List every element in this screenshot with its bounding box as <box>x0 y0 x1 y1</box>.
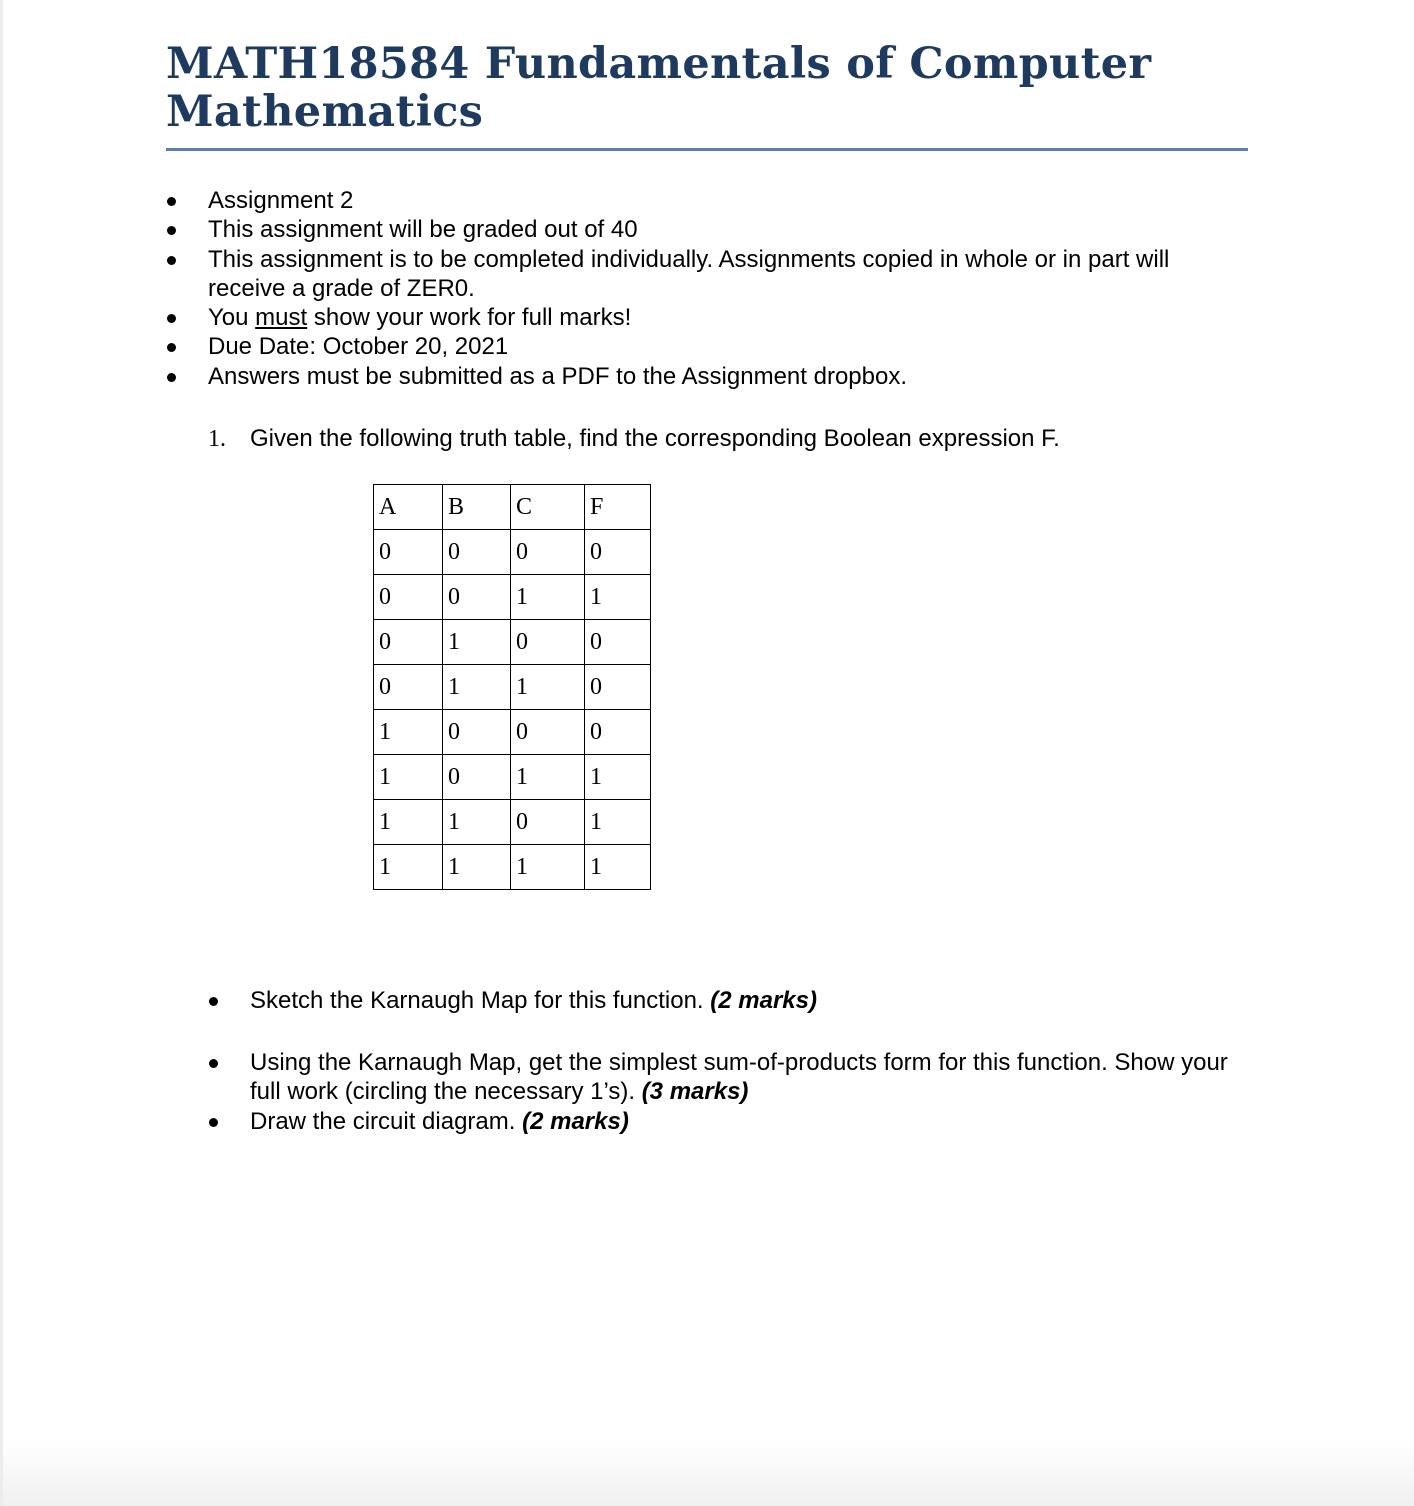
bullet <box>209 1118 218 1127</box>
document-page <box>166 40 1248 454</box>
table-cell: 1 <box>374 755 443 800</box>
table-cell: 1 <box>511 665 585 710</box>
table-cell: 1 <box>511 845 585 890</box>
task-item <box>208 986 1248 1015</box>
table-cell: 0 <box>443 530 511 575</box>
table-cell: 1 <box>585 575 651 620</box>
table-cell: 0 <box>511 710 585 755</box>
info-item: Answers must be submitted as a PDF to the Assignment dropbox. <box>166 362 1248 391</box>
table-cell: 0 <box>585 665 651 710</box>
table-cell: 0 <box>443 575 511 620</box>
assignment-info-list <box>166 186 1248 391</box>
truth-table-header-row <box>374 485 651 530</box>
table-cell: 0 <box>511 800 585 845</box>
info-item: This assignment is to be completed individually. Assignments copied in whole or in part will receive a grade of ZER0. <box>166 245 1248 304</box>
task-marks: (2 marks) <box>522 1108 629 1135</box>
table-cell: 1 <box>443 800 511 845</box>
table-cell: 0 <box>511 620 585 665</box>
task-text: Using the Karnaugh Map, get the simplest sum-of-products form for this function. Show your full work (circling the necessary 1’s). <box>250 1049 1228 1106</box>
task-item <box>208 1107 1248 1136</box>
table-cell: 1 <box>374 845 443 890</box>
table-row <box>374 530 651 575</box>
question-1 <box>166 424 1248 454</box>
task-text: Draw the circuit diagram. <box>250 1108 523 1135</box>
table-cell: 1 <box>374 800 443 845</box>
table-cell: 0 <box>585 710 651 755</box>
table-cell: 0 <box>374 665 443 710</box>
truth-table <box>373 484 651 890</box>
underlined-word: must <box>255 304 308 332</box>
task-marks: (2 marks) <box>710 987 817 1014</box>
info-item: Due Date: October 20, 2021 <box>166 332 1248 361</box>
table-cell: 1 <box>443 845 511 890</box>
table-row <box>374 845 651 890</box>
table-cell: 0 <box>585 530 651 575</box>
table-cell: 1 <box>585 800 651 845</box>
question-number: 1. <box>208 426 226 453</box>
bullet <box>209 997 218 1006</box>
table-cell: 1 <box>443 665 511 710</box>
info-item <box>166 303 1248 332</box>
table-row <box>374 800 651 845</box>
info-text: show your work for full marks! <box>307 304 632 332</box>
table-cell: 0 <box>374 530 443 575</box>
table-cell: 1 <box>374 710 443 755</box>
info-text: You <box>208 304 256 332</box>
table-row <box>374 575 651 620</box>
table-cell: 0 <box>585 620 651 665</box>
info-item: Assignment 2 <box>166 186 1248 215</box>
table-cell: 0 <box>374 575 443 620</box>
table-row <box>374 665 651 710</box>
table-cell: 0 <box>374 620 443 665</box>
table-cell: 1 <box>443 620 511 665</box>
table-cell: 1 <box>511 755 585 800</box>
table-cell: 1 <box>511 575 585 620</box>
info-item: This assignment will be graded out of 40 <box>166 215 1248 244</box>
table-cell: 1 <box>585 845 651 890</box>
task-item <box>208 1048 1248 1107</box>
question-text: Given the following truth table, find the corresponding Boolean expression F. <box>250 425 1060 453</box>
table-cell: 0 <box>443 755 511 800</box>
table-cell: 0 <box>511 530 585 575</box>
table-row <box>374 620 651 665</box>
page-edge <box>0 0 3 1506</box>
document-title: MATH18584 Fundamentals of Computer Mathematics <box>166 40 1248 151</box>
task-text: Sketch the Karnaugh Map for this function. <box>250 987 711 1014</box>
task-marks: (3 marks) <box>641 1078 749 1106</box>
header-cell: B <box>443 485 511 530</box>
header-cell: A <box>374 485 443 530</box>
header-cell: C <box>511 485 585 530</box>
bullet <box>209 1059 218 1068</box>
table-row <box>374 755 651 800</box>
header-cell: F <box>585 485 651 530</box>
table-row <box>374 710 651 755</box>
table-cell: 1 <box>585 755 651 800</box>
table-cell: 0 <box>443 710 511 755</box>
